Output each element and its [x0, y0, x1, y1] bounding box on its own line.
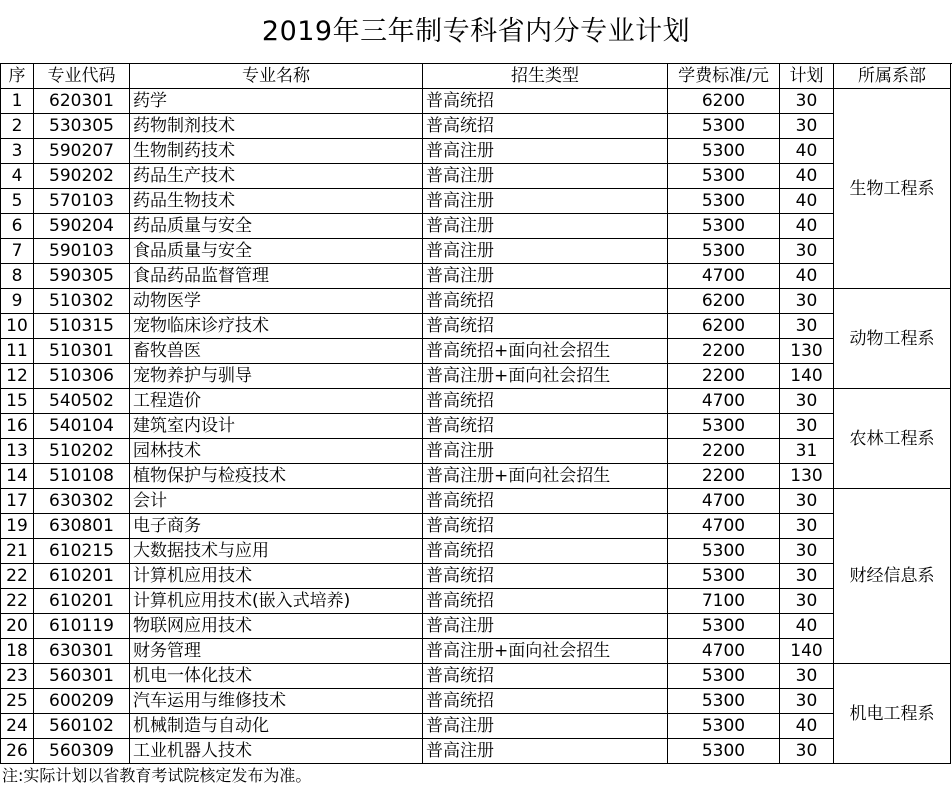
cell-major-name: 机电一体化技术: [130, 664, 423, 689]
cell-seq: 9: [1, 289, 34, 314]
cell-plan: 30: [780, 114, 834, 139]
cell-fee: 4700: [668, 389, 780, 414]
cell-code: 510202: [34, 439, 130, 464]
cell-fee: 6200: [668, 289, 780, 314]
table-row: [1, 739, 951, 764]
cell-department: 动物工程系: [834, 289, 951, 389]
cell-major-name: 财务管理: [130, 639, 423, 664]
header-type: 招生类型: [423, 64, 668, 89]
cell-fee: 5300: [668, 664, 780, 689]
cell-plan: 40: [780, 139, 834, 164]
header-code: 专业代码: [34, 64, 130, 89]
cell-seq: 23: [1, 664, 34, 689]
cell-major-name: 工程造价: [130, 389, 423, 414]
cell-major-name: 计算机应用技术(嵌入式培养): [130, 589, 423, 614]
table-row: [1, 564, 951, 589]
cell-plan: 30: [780, 589, 834, 614]
cell-code: 590207: [34, 139, 130, 164]
cell-seq: 19: [1, 514, 34, 539]
cell-plan: 40: [780, 214, 834, 239]
cell-seq: 24: [1, 714, 34, 739]
cell-plan: 30: [780, 564, 834, 589]
cell-enroll-type: 普高统招: [423, 664, 668, 689]
cell-major-name: 药品生产技术: [130, 164, 423, 189]
cell-code: 560102: [34, 714, 130, 739]
table-row: [1, 589, 951, 614]
table-row: [1, 139, 951, 164]
cell-plan: 40: [780, 614, 834, 639]
cell-code: 540502: [34, 389, 130, 414]
cell-enroll-type: 普高注册: [423, 239, 668, 264]
cell-seq: 13: [1, 439, 34, 464]
cell-enroll-type: 普高注册: [423, 264, 668, 289]
cell-plan: 30: [780, 489, 834, 514]
cell-seq: 14: [1, 464, 34, 489]
cell-department: 农林工程系: [834, 389, 951, 489]
cell-code: 630302: [34, 489, 130, 514]
cell-seq: 12: [1, 364, 34, 389]
table-row: [1, 339, 951, 364]
cell-fee: 5300: [668, 414, 780, 439]
cell-plan: 130: [780, 464, 834, 489]
table-row: [1, 614, 951, 639]
cell-seq: 11: [1, 339, 34, 364]
cell-seq: 20: [1, 614, 34, 639]
cell-enroll-type: 普高统招: [423, 564, 668, 589]
cell-fee: 6200: [668, 89, 780, 114]
cell-plan: 40: [780, 164, 834, 189]
cell-fee: 4700: [668, 639, 780, 664]
cell-enroll-type: 普高统招: [423, 389, 668, 414]
cell-plan: 31: [780, 439, 834, 464]
cell-major-name: 工业机器人技术: [130, 739, 423, 764]
cell-fee: 4700: [668, 514, 780, 539]
header-seq: 序: [1, 64, 34, 89]
cell-code: 630301: [34, 639, 130, 664]
cell-seq: 10: [1, 314, 34, 339]
table-row: [1, 214, 951, 239]
cell-fee: 5300: [668, 239, 780, 264]
cell-code: 560309: [34, 739, 130, 764]
cell-plan: 30: [780, 539, 834, 564]
cell-enroll-type: 普高注册: [423, 739, 668, 764]
cell-code: 590103: [34, 239, 130, 264]
cell-enroll-type: 普高统招: [423, 539, 668, 564]
cell-code: 610119: [34, 614, 130, 639]
cell-fee: 2200: [668, 439, 780, 464]
cell-enroll-type: 普高注册: [423, 614, 668, 639]
cell-fee: 5300: [668, 564, 780, 589]
cell-seq: 21: [1, 539, 34, 564]
cell-fee: 5300: [668, 114, 780, 139]
cell-seq: 15: [1, 389, 34, 414]
cell-major-name: 宠物养护与驯导: [130, 364, 423, 389]
cell-major-name: 机械制造与自动化: [130, 714, 423, 739]
table-row: [1, 489, 951, 514]
cell-fee: 6200: [668, 314, 780, 339]
cell-fee: 5300: [668, 139, 780, 164]
cell-code: 510302: [34, 289, 130, 314]
cell-enroll-type: 普高统招: [423, 89, 668, 114]
cell-code: 540104: [34, 414, 130, 439]
cell-major-name: 建筑室内设计: [130, 414, 423, 439]
cell-enroll-type: 普高统招: [423, 114, 668, 139]
table-row: [1, 439, 951, 464]
cell-code: 510306: [34, 364, 130, 389]
cell-major-name: 生物制药技术: [130, 139, 423, 164]
cell-fee: 5300: [668, 614, 780, 639]
cell-major-name: 畜牧兽医: [130, 339, 423, 364]
cell-major-name: 食品质量与安全: [130, 239, 423, 264]
cell-enroll-type: 普高统招: [423, 314, 668, 339]
cell-fee: 7100: [668, 589, 780, 614]
cell-code: 560301: [34, 664, 130, 689]
cell-enroll-type: 普高注册+面向社会招生: [423, 464, 668, 489]
table-row: [1, 639, 951, 664]
cell-major-name: 园林技术: [130, 439, 423, 464]
page-title: 2019年三年制专科省内分专业计划: [0, 0, 952, 64]
table-row: [1, 289, 951, 314]
cell-major-name: 药物制剂技术: [130, 114, 423, 139]
cell-code: 610201: [34, 564, 130, 589]
cell-plan: 30: [780, 414, 834, 439]
cell-fee: 5300: [668, 164, 780, 189]
cell-plan: 30: [780, 514, 834, 539]
cell-code: 600209: [34, 689, 130, 714]
header-dept: 所属系部: [834, 64, 951, 89]
cell-code: 590305: [34, 264, 130, 289]
cell-code: 590204: [34, 214, 130, 239]
table-body: [1, 89, 951, 764]
cell-fee: 2200: [668, 464, 780, 489]
cell-plan: 40: [780, 189, 834, 214]
cell-major-name: 电子商务: [130, 514, 423, 539]
table-row: [1, 239, 951, 264]
footnote: 注:实际计划以省教育考试院核定发布为准。: [2, 766, 312, 785]
cell-seq: 16: [1, 414, 34, 439]
cell-plan: 140: [780, 364, 834, 389]
cell-seq: 22: [1, 589, 34, 614]
cell-fee: 2200: [668, 364, 780, 389]
cell-fee: 4700: [668, 264, 780, 289]
cell-code: 510315: [34, 314, 130, 339]
cell-plan: 130: [780, 339, 834, 364]
cell-enroll-type: 普高统招: [423, 689, 668, 714]
cell-plan: 30: [780, 664, 834, 689]
cell-major-name: 药学: [130, 89, 423, 114]
table-header-row: [1, 64, 951, 89]
cell-plan: 30: [780, 239, 834, 264]
cell-code: 590202: [34, 164, 130, 189]
plan-table: [0, 63, 951, 764]
table-row: [1, 164, 951, 189]
cell-enroll-type: 普高注册: [423, 214, 668, 239]
cell-seq: 26: [1, 739, 34, 764]
table-row: [1, 389, 951, 414]
cell-major-name: 宠物临床诊疗技术: [130, 314, 423, 339]
table-row: [1, 689, 951, 714]
cell-enroll-type: 普高注册: [423, 189, 668, 214]
cell-major-name: 动物医学: [130, 289, 423, 314]
cell-code: 570103: [34, 189, 130, 214]
table-row: [1, 464, 951, 489]
cell-major-name: 食品药品监督管理: [130, 264, 423, 289]
cell-code: 510108: [34, 464, 130, 489]
cell-seq: 2: [1, 114, 34, 139]
cell-major-name: 植物保护与检疫技术: [130, 464, 423, 489]
cell-seq: 6: [1, 214, 34, 239]
table-row: [1, 414, 951, 439]
cell-major-name: 药品生物技术: [130, 189, 423, 214]
cell-plan: 40: [780, 714, 834, 739]
cell-enroll-type: 普高注册: [423, 439, 668, 464]
table-row: [1, 514, 951, 539]
cell-code: 610201: [34, 589, 130, 614]
table-row: [1, 539, 951, 564]
cell-plan: 30: [780, 739, 834, 764]
cell-plan: 30: [780, 89, 834, 114]
cell-code: 620301: [34, 89, 130, 114]
cell-enroll-type: 普高统招: [423, 414, 668, 439]
cell-fee: 5300: [668, 714, 780, 739]
cell-fee: 2200: [668, 339, 780, 364]
cell-enroll-type: 普高统招: [423, 289, 668, 314]
table-row: [1, 89, 951, 114]
table-row: [1, 189, 951, 214]
cell-fee: 5300: [668, 689, 780, 714]
cell-major-name: 大数据技术与应用: [130, 539, 423, 564]
cell-major-name: 药品质量与安全: [130, 214, 423, 239]
cell-enroll-type: 普高注册+面向社会招生: [423, 364, 668, 389]
cell-seq: 3: [1, 139, 34, 164]
cell-code: 630801: [34, 514, 130, 539]
cell-enroll-type: 普高统招+面向社会招生: [423, 339, 668, 364]
cell-plan: 30: [780, 389, 834, 414]
cell-department: 生物工程系: [834, 89, 951, 289]
cell-seq: 25: [1, 689, 34, 714]
header-plan: 计划: [780, 64, 834, 89]
cell-enroll-type: 普高统招: [423, 514, 668, 539]
cell-major-name: 物联网应用技术: [130, 614, 423, 639]
table-row: [1, 264, 951, 289]
cell-enroll-type: 普高统招: [423, 589, 668, 614]
cell-plan: 140: [780, 639, 834, 664]
cell-seq: 5: [1, 189, 34, 214]
cell-enroll-type: 普高注册: [423, 714, 668, 739]
cell-department: 财经信息系: [834, 489, 951, 664]
cell-seq: 18: [1, 639, 34, 664]
cell-code: 510301: [34, 339, 130, 364]
header-name: 专业名称: [130, 64, 423, 89]
cell-fee: 4700: [668, 489, 780, 514]
cell-plan: 30: [780, 289, 834, 314]
cell-plan: 30: [780, 314, 834, 339]
table-row: [1, 364, 951, 389]
cell-code: 610215: [34, 539, 130, 564]
cell-enroll-type: 普高统招: [423, 489, 668, 514]
table-row: [1, 714, 951, 739]
cell-seq: 4: [1, 164, 34, 189]
cell-enroll-type: 普高注册+面向社会招生: [423, 639, 668, 664]
cell-enroll-type: 普高注册: [423, 139, 668, 164]
cell-fee: 5300: [668, 189, 780, 214]
cell-seq: 22: [1, 564, 34, 589]
cell-major-name: 会计: [130, 489, 423, 514]
cell-fee: 5300: [668, 214, 780, 239]
table-row: [1, 314, 951, 339]
cell-seq: 8: [1, 264, 34, 289]
cell-fee: 5300: [668, 539, 780, 564]
cell-plan: 30: [780, 689, 834, 714]
cell-department: 机电工程系: [834, 664, 951, 764]
cell-enroll-type: 普高注册: [423, 164, 668, 189]
cell-seq: 7: [1, 239, 34, 264]
cell-fee: 5300: [668, 739, 780, 764]
cell-seq: 1: [1, 89, 34, 114]
cell-major-name: 计算机应用技术: [130, 564, 423, 589]
cell-plan: 40: [780, 264, 834, 289]
cell-seq: 17: [1, 489, 34, 514]
table-row: [1, 664, 951, 689]
cell-major-name: 汽车运用与维修技术: [130, 689, 423, 714]
header-fee: 学费标准/元: [668, 64, 780, 89]
table-row: [1, 114, 951, 139]
cell-code: 530305: [34, 114, 130, 139]
